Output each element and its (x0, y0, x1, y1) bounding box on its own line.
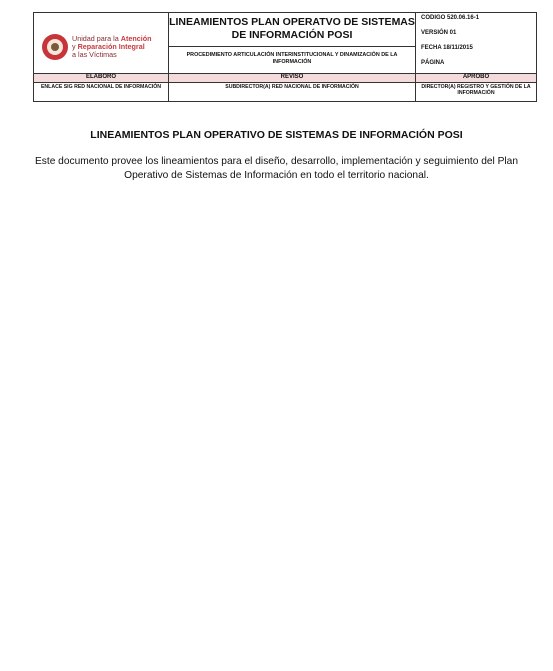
logo-text (72, 35, 152, 59)
role-elaboro: ELABORO (34, 74, 169, 83)
logo-line1-bold: Atención (120, 34, 152, 43)
title-cell (169, 13, 416, 74)
names-row (34, 83, 537, 102)
document-header-table (33, 12, 537, 102)
fecha-field: FECHA 18/11/2015 (421, 45, 473, 51)
pagina-field: PÁGINA (421, 60, 445, 66)
document-intro: Este documento provee los lineamientos para el diseño, desarrollo, implementación y seguimiento del Plan Operativo de Sistemas de Información en todo el territorio nacional. (34, 156, 519, 181)
logo-line2-bold: Reparación Integral (77, 42, 145, 51)
roles-row (34, 74, 537, 83)
header-title: LINEAMIENTOS PLAN OPERATVO DE SISTEMAS DE INFORMACIÓN POSI (169, 13, 415, 47)
coat-of-arms-icon (42, 34, 68, 60)
logo-line1-text: Unidad para la (72, 34, 121, 43)
meta-cell (416, 13, 537, 74)
version-field: VERSIÓN 01 (421, 30, 457, 36)
name-aprobo: DIRECTOR(A) REGISTRO Y GESTIÓN DE LA INFORMACIÓN (416, 83, 537, 102)
logo-cell (34, 13, 169, 74)
role-aprobo: APROBO (416, 74, 537, 83)
name-reviso: SUBDIRECTOR(A) RED NACIONAL DE INFORMACIÓN (169, 83, 416, 102)
procedure-name: PROCEDIMIENTO ARTICULACIÓN INTERINSTITUCIONAL Y DINAMIZACIÓN DE LA INFORMACIÓN (186, 52, 398, 65)
organization-logo (42, 34, 152, 60)
name-elaboro: ENLACE SIG RED NACIONAL DE INFORMACIÓN (34, 83, 169, 102)
logo-line2-text: y (72, 42, 78, 51)
logo-line3-text: a las Víctimas (72, 50, 117, 59)
role-reviso: REVISO (169, 74, 416, 83)
codigo-field: CODIGO 520.06.16-1 (421, 15, 480, 21)
document-title: LINEAMIENTOS PLAN OPERATIVO DE SISTEMAS DE INFORMACIÓN POSI (90, 129, 463, 141)
